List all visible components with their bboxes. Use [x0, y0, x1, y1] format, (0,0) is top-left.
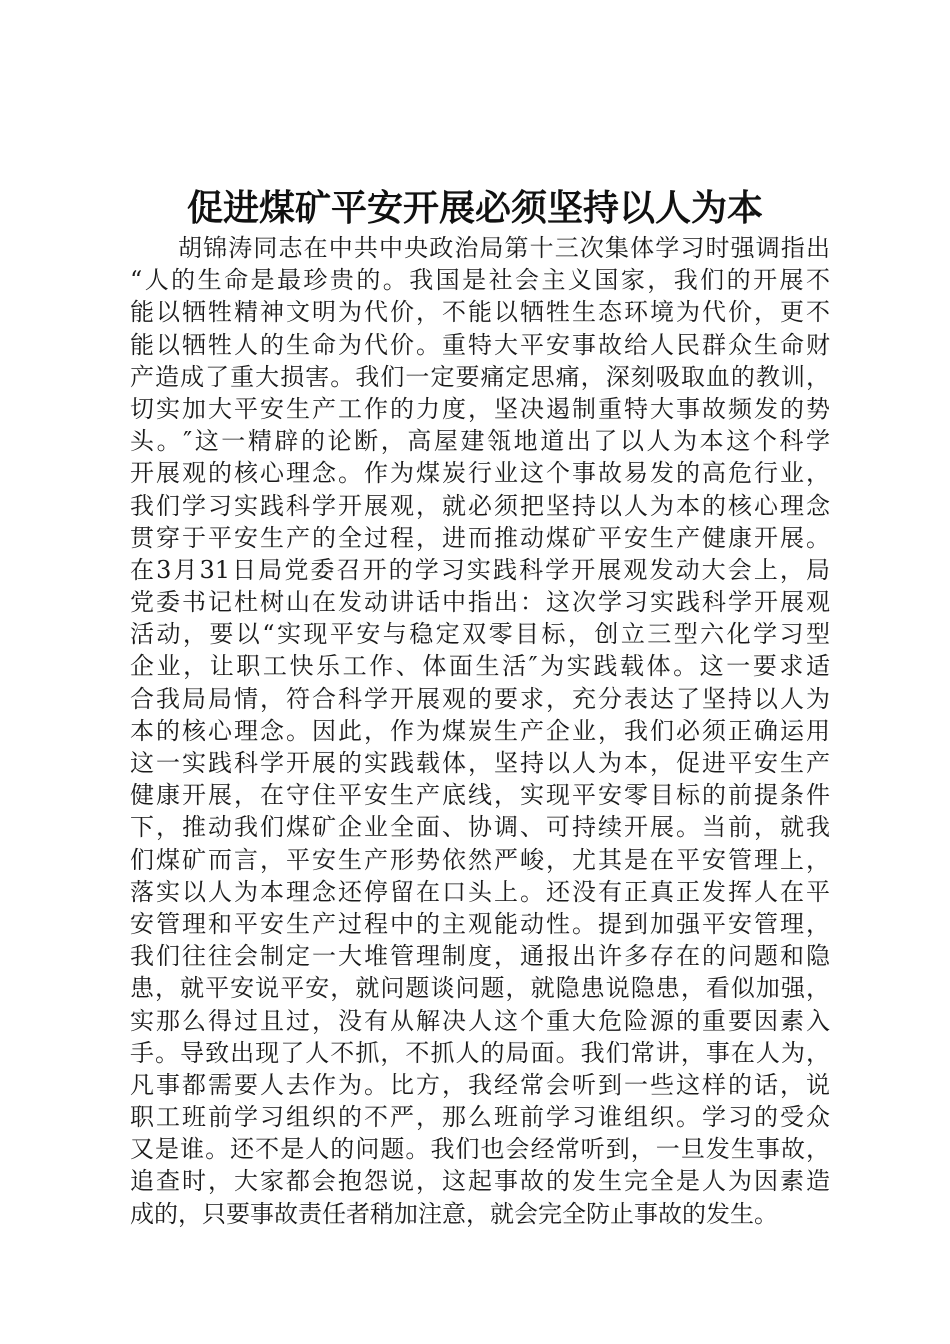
body-line: 头。″这一精辟的论断，高屋建瓴地道出了以人为本这个科学: [130, 427, 830, 456]
body-line: 们煤矿而言，平安生产形势依然严峻，尤其是在平安管理上，: [130, 845, 830, 874]
body-line: 活动，要以“实现平安与稳定双零目标，创立三型六化学习型: [130, 620, 830, 649]
body-line: 成的，只要事故责任者稍加注意，就会完全防止事故的发生。: [130, 1199, 778, 1228]
body-line: 企业，让职工快乐工作、体面生活″为实践载体。这一要求适: [130, 652, 830, 681]
body-line: 这一实践科学开展的实践载体，坚持以人为本，促进平安生产: [130, 749, 830, 777]
body-line: 落实以人为本理念还停留在口头上。还没有正真正发挥人在平: [130, 877, 830, 906]
body-line: 在3月31日局党委召开的学习实践科学开展观发动大会上，局: [130, 555, 830, 584]
body-line: “人的生命是最珍贵的。我国是社会主义国家，我们的开展不: [130, 266, 830, 295]
body-line: 凡事都需要人去作为。比方，我经常会听到一些这样的话，说: [130, 1070, 830, 1099]
body-line: 健康开展，在守住平安生产底线，实现平安零目标的前提条件: [130, 781, 830, 810]
body-line: 合我局局情，符合科学开展观的要求，充分表达了坚持以人为: [130, 684, 830, 713]
body-line: 我们学习实践科学开展观，就必须把坚持以人为本的核心理念: [130, 491, 830, 520]
body-line: 切实加大平安生产工作的力度，坚决遏制重特大事故频发的势: [130, 394, 830, 423]
body-line: 能以牺牲精神文明为代价，不能以牺牲生态环境为代价，更不: [130, 298, 830, 327]
body-line: 能以牺牲人的生命为代价。重特大平安事故给人民群众生命财: [130, 330, 830, 359]
body-line: 实那么得过且过，没有从解决人这个重大危险源的重要因素入: [130, 1006, 830, 1035]
body-line: 患，就平安说平安，就问题谈问题，就隐患说隐患，看似加强，: [130, 974, 830, 1003]
body-line: 追查时，大家都会抱怨说，这起事故的发生完全是人为因素造: [130, 1167, 830, 1196]
body-line: 开展观的核心理念。作为煤炭行业这个事故易发的高危行业，: [130, 459, 830, 488]
body-line: 下，推动我们煤矿企业全面、协调、可持续开展。当前，就我: [130, 813, 830, 842]
body-line: 本的核心理念。因此，作为煤炭生产企业，我们必须正确运用: [130, 716, 830, 745]
body-line: 我们往往会制定一大堆管理制度，通报出许多存在的问题和隐: [130, 942, 830, 971]
body-line: 胡锦涛同志在中共中央政治局第十三次集体学习时强调指出: [178, 234, 830, 262]
body-line: 党委书记杜树山在发动讲话中指出：这次学习实践科学开展观: [130, 588, 830, 617]
body-line: 产造成了重大损害。我们一定要痛定思痛，深刻吸取血的教训，: [130, 362, 830, 391]
body-line: 手。导致出现了人不抓，不抓人的局面。我们常讲，事在人为，: [130, 1038, 830, 1067]
body-line: 职工班前学习组织的不严，那么班前学习谁组织。学习的受众: [130, 1103, 830, 1132]
body-line: 贯穿于平安生产的全过程，进而推动煤矿平安生产健康开展。: [130, 523, 830, 552]
document-title: 促进煤矿平安开展必须坚持以人为本: [186, 187, 763, 229]
body-line: 安管理和平安生产过程中的主观能动性。提到加强平安管理，: [130, 909, 830, 938]
body-line: 又是谁。还不是人的问题。我们也会经常听到，一旦发生事故，: [130, 1135, 830, 1164]
document-body: [130, 232, 830, 1230]
